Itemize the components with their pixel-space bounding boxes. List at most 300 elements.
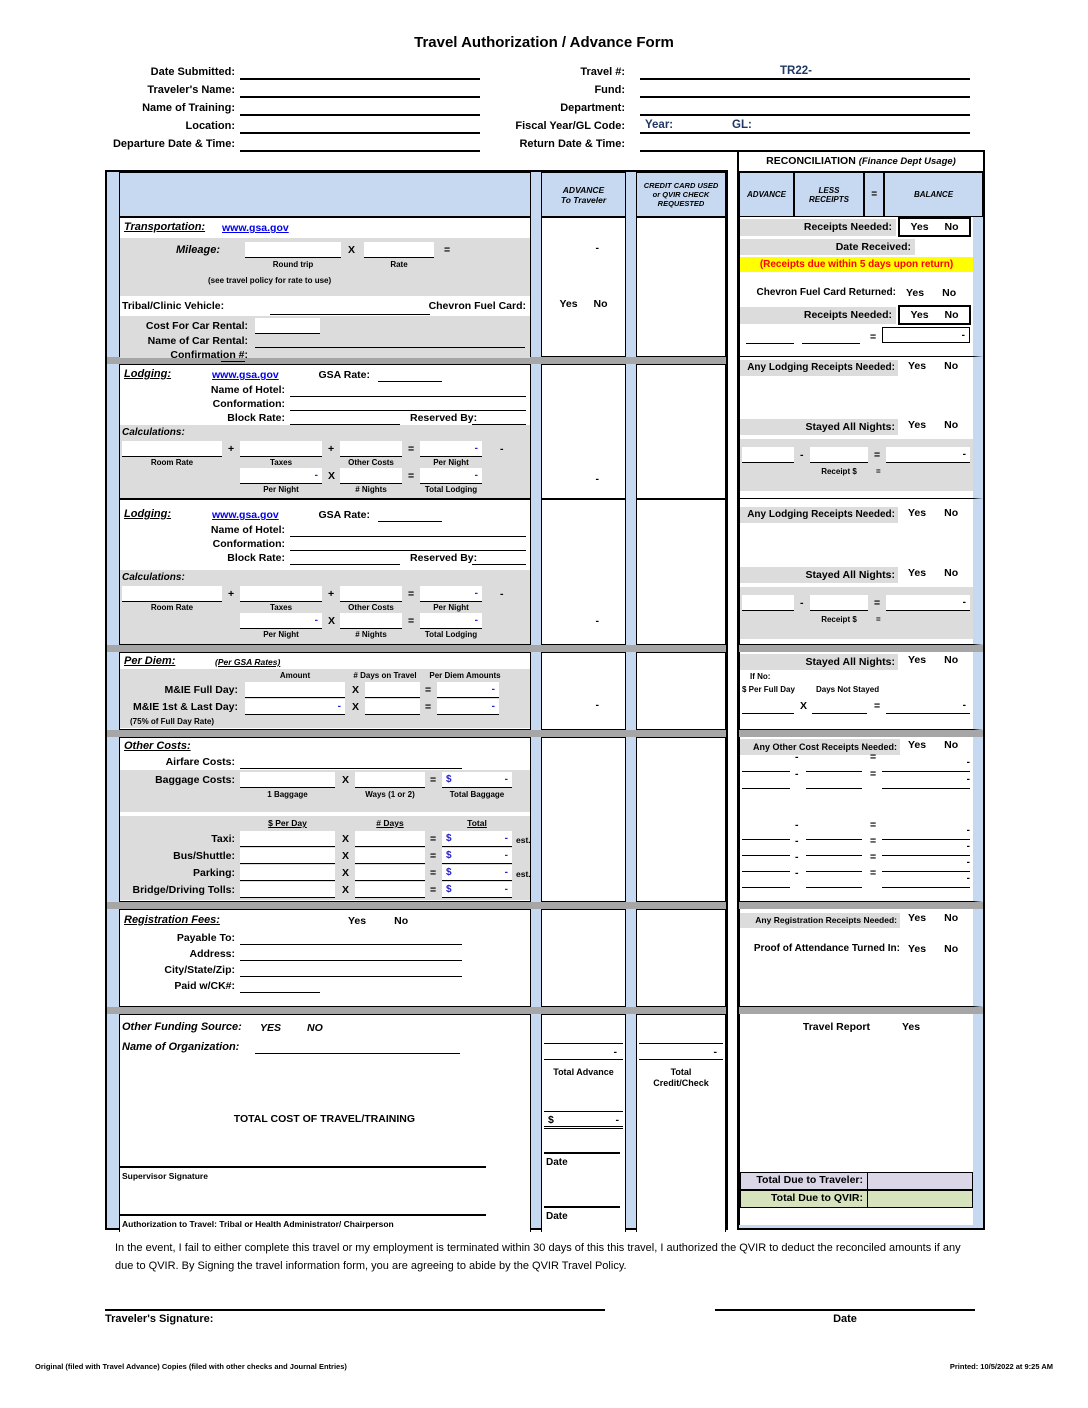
total-credit-value: - (639, 1043, 723, 1060)
days-not-stayed-label: Days Not Stayed (816, 685, 880, 694)
lodging1-advance-value: - (595, 473, 599, 485)
lodging2-credit-cell (636, 499, 726, 645)
per-night-result-2: - (420, 586, 482, 602)
tolls-x: X (342, 884, 350, 896)
supervisor-date-label: Date (546, 1157, 568, 1168)
recon-perdiem-days-input[interactable] (812, 698, 867, 714)
recon-other-row5-b[interactable] (806, 857, 862, 872)
reserved-by-label: Reserved By: (410, 412, 478, 424)
totals-advance-cell (541, 1014, 626, 1232)
location-input[interactable] (240, 118, 480, 134)
fund-label: Fund: (594, 84, 625, 96)
departure-input[interactable] (240, 136, 480, 152)
authorization-label: Authorization to Travel: Tribal or Health Administrator/ Chairperson (122, 1219, 394, 1229)
name-of-hotel-input-2[interactable] (290, 522, 526, 537)
parking-x: X (342, 867, 350, 879)
recon-lodging2-receipts-input[interactable] (810, 595, 868, 611)
recon-other-row5-minus: - (795, 851, 799, 863)
recon-other-row6-bal: - (882, 873, 970, 888)
travel-number-input[interactable] (640, 64, 970, 80)
ways-caption: Ways (1 or 2) (365, 790, 415, 799)
baggage-label: Baggage Costs: (155, 774, 235, 786)
recon-other-row1-b[interactable] (806, 757, 862, 772)
recon-other-row4-b[interactable] (806, 841, 862, 856)
recon-other-row6-a[interactable] (742, 873, 790, 888)
per-full-day-label: $ Per Full Day (742, 685, 795, 694)
recon-other-row4-a[interactable] (742, 841, 790, 856)
eq-operator-1: = (408, 443, 415, 455)
travelers-signature-line[interactable] (105, 1295, 605, 1311)
proof-no[interactable]: No (944, 943, 959, 955)
block-rate-input[interactable] (290, 410, 400, 425)
other-costs-advance-cell (541, 737, 626, 902)
registration-yes-option[interactable]: Yes (348, 915, 367, 927)
stayed-all-options-2 (908, 567, 958, 579)
receipt-eq-caption-2: = (876, 615, 881, 624)
address-input[interactable] (240, 946, 462, 961)
chevron-yes-option[interactable]: Yes (559, 298, 578, 310)
round-trip-label: Round trip (272, 260, 314, 269)
x-operator-2: X (328, 615, 336, 627)
reserved-by-input-2[interactable] (472, 550, 526, 565)
advance-column-header (541, 172, 626, 217)
taxi-days-input[interactable] (355, 831, 425, 847)
total-due-traveler-row (740, 1172, 973, 1190)
payable-to-input[interactable] (240, 930, 462, 945)
any-lodging-options-1 (908, 360, 958, 372)
proof-options (908, 943, 958, 955)
proof-yes[interactable]: Yes (908, 943, 927, 955)
plus-operator-1: + (228, 443, 235, 455)
recon-lodging2-eq: = (874, 597, 881, 609)
transportation-row (107, 217, 726, 361)
recon-trans-advance-input[interactable] (746, 329, 794, 344)
recon-balance-header: BALANCE (884, 172, 983, 217)
recon-other-row5-bal: - (882, 857, 970, 872)
recon-other-row1-eq: = (870, 751, 877, 763)
parking-label: Parking: (192, 867, 235, 879)
gsa-rate-input-2[interactable] (378, 507, 442, 522)
recon-other-row2-b[interactable] (806, 774, 862, 789)
mie-full-day-result: - (437, 682, 499, 698)
other-funding-yes-option[interactable]: YES (260, 1022, 282, 1034)
per-diem-row (107, 652, 726, 730)
receipts-needed-label-2: Receipts Needed: (740, 307, 896, 324)
recon-other-row3-b[interactable] (806, 825, 862, 840)
nights-input-2[interactable] (340, 613, 402, 629)
one-baggage-caption: 1 Baggage (267, 790, 308, 799)
city-state-zip-input[interactable] (240, 962, 462, 977)
bus-x: X (342, 850, 350, 862)
stayed-all-2-no[interactable]: No (944, 567, 959, 579)
other-costs-row (107, 737, 726, 902)
address-label: Address: (189, 948, 235, 960)
other-costs-input-2[interactable] (340, 586, 402, 602)
mie-first-last-days-input[interactable] (365, 699, 420, 715)
any-reg-yes[interactable]: Yes (908, 912, 927, 924)
recon-other-row3-bal: - (882, 825, 970, 840)
recon-other-row4-eq: = (870, 835, 877, 847)
paid-ck-input[interactable] (240, 978, 320, 993)
conformation-label-2: Conformation: (212, 538, 285, 550)
credit-header-line2: or QVIR CHECK (652, 190, 710, 199)
name-car-rental-label: Name of Car Rental: (147, 335, 248, 347)
plus-operator-4: + (328, 588, 335, 600)
signature-date-line[interactable] (715, 1295, 975, 1311)
per-night-caption2-2: Per Night (263, 630, 299, 639)
recon-perdiem-x: X (800, 700, 808, 712)
total-due-qvir-value[interactable] (868, 1190, 973, 1208)
conformation-input-2[interactable] (290, 536, 526, 551)
eq-operator-3: = (408, 588, 415, 600)
recon-other-row1-a[interactable] (742, 757, 790, 772)
eq-operator-2: = (408, 470, 415, 482)
section-separator (739, 645, 983, 652)
mileage-x-operator: X (348, 244, 356, 256)
transportation-gsa-link[interactable]: www.gsa.gov (222, 222, 289, 234)
per-night-caption2: Per Night (263, 485, 299, 494)
supervisor-signature-line[interactable] (120, 1153, 486, 1168)
recon-less-receipts-header: LESS RECEIPTS (794, 172, 864, 217)
bus-days-input[interactable] (355, 848, 425, 864)
taxes-caption: Taxes (269, 458, 293, 467)
stayed-all-3-no[interactable]: No (944, 654, 959, 666)
any-lodging-2-no[interactable]: No (944, 507, 959, 519)
recon-eq-header: = (864, 172, 884, 217)
taxes-input-2[interactable] (240, 586, 322, 602)
mie-full-day-amount-input[interactable] (245, 682, 345, 698)
recon-registration-section (739, 909, 983, 1007)
reconciliation-column-headers (739, 172, 983, 217)
any-other-yes[interactable]: Yes (908, 739, 927, 751)
amount-header: Amount (279, 671, 311, 680)
receipts-needed-2-yes[interactable]: Yes (910, 309, 929, 321)
fund-row (500, 82, 970, 100)
fiscal-year-label: Fiscal Year/GL Code: (515, 120, 625, 132)
travel-report-yes[interactable]: Yes (902, 1021, 921, 1033)
days-on-travel-header: # Days on Travel (353, 671, 417, 680)
any-other-no[interactable]: No (944, 739, 959, 751)
org-input[interactable] (255, 1039, 460, 1054)
per-diem-advance-value: - (595, 699, 599, 711)
travelers-signature-label: Traveler's Signature: (105, 1313, 214, 1325)
footer-printed-timestamp: Printed: 10/5/2022 at 9:25 AM (949, 1362, 1053, 1371)
total-advance-value: - (544, 1043, 623, 1060)
chevron-returned-yes[interactable]: Yes (906, 287, 925, 299)
if-no-label: If No: (750, 672, 771, 681)
per-diem-section (119, 652, 531, 730)
confirmation-input[interactable] (221, 347, 245, 362)
tolls-days-input[interactable] (355, 882, 425, 898)
total-due-traveler-label: Total Due to Traveler: (740, 1172, 868, 1190)
total-due-traveler-value[interactable] (868, 1172, 973, 1190)
credit-column-header (636, 172, 726, 217)
other-costs-input[interactable] (340, 441, 402, 457)
taxi-eq: = (430, 833, 437, 845)
mileage-roundtrip-input[interactable] (245, 242, 341, 258)
transportation-heading: Transportation: (124, 221, 206, 233)
reconciliation-table (737, 150, 985, 1230)
mie-first-last-amount: - (245, 699, 345, 715)
year-label: Year: (645, 119, 674, 131)
any-lodging-label-1: Any Lodging Receipts Needed: (740, 360, 898, 376)
date-submitted-input[interactable] (240, 64, 480, 80)
cost-car-rental-input[interactable] (255, 318, 320, 334)
travelers-name-input[interactable] (240, 82, 480, 98)
per-gsa-rates-note: (Per GSA Rates) (215, 657, 281, 667)
section-separator (739, 902, 983, 909)
trailing-dash: - (500, 443, 504, 455)
perdiem-x-1: X (352, 684, 360, 696)
other-costs-caption-2: Other Costs (348, 603, 394, 612)
date-submitted-row (0, 64, 480, 82)
recon-lodging2-advance-input[interactable] (742, 595, 794, 611)
stayed-all-options-1 (908, 419, 958, 431)
x-operator: X (328, 470, 336, 482)
block-rate-label: Block Rate: (227, 412, 285, 424)
return-label: Return Date & Time: (519, 138, 625, 150)
section-separator (107, 902, 726, 909)
mie-first-last-result: - (437, 699, 499, 715)
bus-eq: = (430, 850, 437, 862)
pct-full-day-note: (75% of Full Day Rate) (130, 717, 215, 726)
recon-advance-header: ADVANCE (739, 172, 794, 217)
tribal-vehicle-label: Tribal/Clinic Vehicle: (122, 300, 225, 312)
location-label: Location: (185, 120, 235, 132)
paid-ck-label: Paid w/CK#: (174, 980, 235, 992)
chevron-returned-options (906, 287, 956, 299)
lodging2-gsa-link[interactable]: www.gsa.gov (212, 509, 279, 521)
other-funding-options (260, 1022, 323, 1034)
gsa-rate-label-2: GSA Rate: (318, 509, 370, 521)
calculations-label: Calculations: (122, 427, 185, 438)
department-input[interactable] (640, 100, 970, 116)
lodging-gsa-link[interactable]: www.gsa.gov (212, 369, 279, 381)
per-night-value: - (240, 468, 322, 484)
airfare-input[interactable] (240, 754, 462, 769)
block-rate-input-2[interactable] (290, 550, 400, 565)
reconciliation-title: RECONCILIATION (766, 155, 856, 167)
stayed-all-2-yes[interactable]: Yes (908, 567, 927, 579)
any-lodging-1-no[interactable]: No (944, 360, 959, 372)
recon-other-row5-a[interactable] (742, 857, 790, 872)
name-of-training-label: Name of Training: (142, 102, 235, 114)
receipt-eq-caption-1: = (876, 467, 881, 476)
section-separator (107, 730, 726, 737)
receipts-needed-2-no[interactable]: No (944, 309, 959, 321)
proof-label: Proof of Attendance Turned In: (753, 943, 900, 954)
city-state-zip-label: City/State/Zip: (164, 964, 235, 976)
other-funding-label: Other Funding Source: (122, 1021, 242, 1033)
reserved-by-input[interactable] (472, 410, 526, 425)
baggage-ways-input[interactable] (355, 772, 425, 788)
days-header: # Days (376, 818, 404, 828)
authorization-date-label: Date (546, 1211, 568, 1222)
stayed-all-options-3 (908, 654, 958, 666)
receipt-s-caption-1: Receipt $ (821, 467, 857, 476)
receipt-s-caption-2: Receipt $ (821, 615, 857, 624)
airfare-label: Airfare Costs: (165, 756, 235, 768)
baggage-total-result: $ - (442, 772, 512, 788)
taxi-label: Taxi: (211, 833, 235, 845)
fiscal-year-input[interactable] (640, 118, 970, 134)
column-header-row (107, 172, 726, 217)
reconciliation-header (739, 152, 983, 172)
recon-trans-receipts-input[interactable] (802, 329, 860, 344)
baggage-eq: = (430, 774, 437, 786)
baggage-cost-input[interactable] (240, 772, 335, 788)
receipts-needed-label-1: Receipts Needed: (740, 219, 896, 236)
room-rate-input[interactable] (122, 441, 222, 457)
tolls-total-result: $ - (442, 882, 512, 898)
stayed-all-label-1: Stayed All Nights: (740, 419, 898, 435)
block-rate-label-2: Block Rate: (227, 552, 285, 564)
recon-trans-balance: - (882, 327, 970, 343)
receipts-needed-1-no[interactable]: No (944, 221, 959, 233)
recon-other-row2-a[interactable] (742, 774, 790, 789)
main-header-cell (119, 172, 531, 217)
lodging1-credit-cell (636, 364, 726, 499)
date-submitted-label: Date Submitted: (150, 66, 235, 78)
total-due-qvir-label: Total Due to QVIR: (740, 1190, 868, 1208)
recon-perdiem-balance: - (886, 698, 970, 714)
authorization-signature-line[interactable] (120, 1201, 486, 1216)
recon-lodging1-receipts-input[interactable] (810, 447, 868, 463)
recon-lodging2-minus: - (800, 597, 804, 609)
stayed-all-label-3: Stayed All Nights: (740, 654, 898, 670)
lodging1-advance-cell (541, 364, 626, 499)
mileage-rate-input[interactable] (364, 242, 434, 258)
departure-row (0, 136, 480, 154)
lodging2-heading: Lodging: (124, 508, 172, 520)
parking-est-label: est. (516, 869, 531, 879)
receipts-needed-1-yes[interactable]: Yes (910, 221, 929, 233)
lodging-heading: Lodging: (124, 368, 172, 380)
tribal-vehicle-input[interactable] (270, 300, 430, 315)
recon-other-row3-a[interactable] (742, 825, 790, 840)
stayed-all-1-yes[interactable]: Yes (908, 419, 927, 431)
mie-full-day-label: M&IE Full Day: (164, 684, 238, 696)
supervisor-date-line[interactable] (544, 1139, 620, 1154)
name-of-hotel-input[interactable] (290, 382, 526, 397)
parking-rate-input[interactable] (240, 865, 335, 881)
payable-to-label: Payable To: (176, 932, 235, 944)
recon-other-row6-b[interactable] (806, 873, 862, 888)
room-rate-input-2[interactable] (122, 586, 222, 602)
date-received-label: Date Received: (740, 239, 915, 255)
per-diem-amounts-header: Per Diem Amounts (429, 671, 501, 680)
date-received-input[interactable] (915, 239, 969, 254)
stayed-all-3-yes[interactable]: Yes (908, 654, 927, 666)
reserved-by-label-2: Reserved By: (410, 552, 478, 564)
cost-car-rental-label: Cost For Car Rental: (145, 320, 248, 332)
recon-other-row2-minus: - (795, 768, 799, 780)
mie-full-day-days-input[interactable] (365, 682, 420, 698)
total-lodging-caption-2: Total Lodging (424, 630, 478, 639)
taxi-est-label: est. (516, 835, 531, 845)
chevron-returned-no[interactable]: No (942, 287, 957, 299)
per-day-header: $ Per Day (268, 818, 307, 828)
any-lodging-options-2 (908, 507, 958, 519)
fund-input[interactable] (640, 82, 970, 98)
recon-perdiem-section (739, 652, 983, 730)
name-of-training-input[interactable] (240, 100, 480, 116)
recon-lodging2-section (739, 499, 983, 645)
travelers-name-label: Traveler's Name: (147, 84, 235, 96)
total-baggage-caption: Total Baggage (449, 790, 505, 799)
total-lodging-result: - (420, 468, 482, 484)
conformation-input[interactable] (290, 396, 526, 411)
recon-perdiem-rate-input[interactable] (742, 698, 794, 714)
gsa-rate-label: GSA Rate: (318, 369, 370, 381)
parking-days-input[interactable] (355, 865, 425, 881)
gsa-rate-input[interactable] (378, 367, 442, 382)
section-separator (739, 1007, 983, 1014)
section-separator (107, 1007, 726, 1014)
taxi-rate-input[interactable] (240, 831, 335, 847)
registration-credit-cell (636, 909, 726, 1007)
registration-no-option[interactable]: No (394, 915, 409, 927)
any-lodging-2-yes[interactable]: Yes (908, 507, 927, 519)
section-separator (739, 730, 983, 737)
credit-header-line1: CREDIT CARD USED (643, 181, 719, 190)
any-lodging-label-2: Any Lodging Receipts Needed: (740, 507, 898, 523)
recon-trans-eq: = (870, 331, 877, 343)
taxi-total-result: $ - (442, 831, 512, 847)
recon-lodging1-advance-input[interactable] (742, 447, 794, 463)
lodging-row-1 (107, 364, 726, 499)
name-of-training-row (0, 100, 480, 118)
tolls-rate-input[interactable] (240, 882, 335, 898)
recon-other-row6-eq: = (870, 867, 877, 879)
taxes-input[interactable] (240, 441, 322, 457)
recon-lodging2-balance: - (886, 595, 970, 611)
lodging-section-1 (119, 364, 531, 499)
per-night-result: - (420, 441, 482, 457)
lodging2-advance-value: - (595, 615, 599, 627)
recon-other-section (739, 737, 983, 902)
other-costs-heading: Other Costs: (124, 740, 191, 752)
nights-input[interactable] (340, 468, 402, 484)
plus-operator-2: + (328, 443, 335, 455)
transportation-section (119, 217, 531, 361)
travel-policy-note: (see travel policy for rate to use) (208, 276, 332, 285)
any-reg-no[interactable]: No (944, 912, 959, 924)
baggage-x: X (342, 774, 350, 786)
recon-other-row3-minus: - (795, 819, 799, 831)
taxes-caption-2: Taxes (269, 603, 293, 612)
tolls-eq: = (430, 884, 437, 896)
total-advance-label: Total Advance (553, 1067, 614, 1077)
registration-section (119, 909, 531, 1007)
travel-report-label: Travel Report (802, 1021, 870, 1033)
location-row (0, 118, 480, 136)
department-row (500, 100, 970, 118)
travel-number-value[interactable]: TR22- (780, 65, 812, 77)
authorization-date-line[interactable] (544, 1193, 620, 1208)
recon-other-row2-eq: = (870, 768, 877, 780)
department-label: Department: (560, 102, 625, 114)
per-night-value-2: - (240, 613, 322, 629)
rate-label: Rate (390, 260, 408, 269)
bus-rate-input[interactable] (240, 848, 335, 864)
stayed-all-1-no[interactable]: No (944, 419, 959, 431)
chevron-no-option[interactable]: No (593, 298, 608, 310)
any-lodging-1-yes[interactable]: Yes (908, 360, 927, 372)
other-funding-no-option[interactable]: NO (307, 1022, 323, 1034)
conformation-label: Conformation: (212, 398, 285, 410)
name-car-rental-input[interactable] (255, 333, 525, 348)
